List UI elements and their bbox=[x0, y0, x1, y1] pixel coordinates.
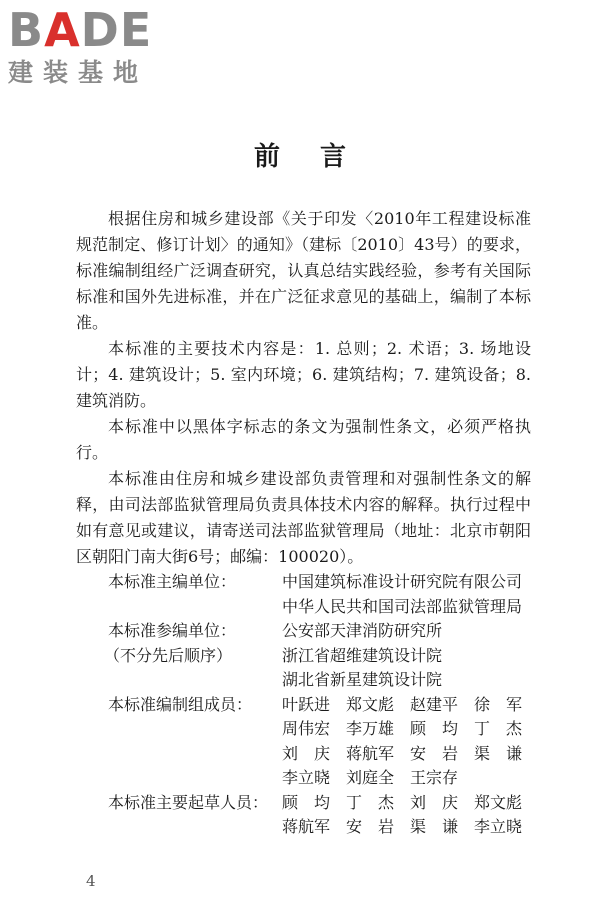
member-name: 王宗存 bbox=[410, 768, 459, 787]
drafter-name: 顾 均 bbox=[282, 792, 331, 812]
participating-order-note: （不分先后顺序） bbox=[104, 645, 233, 665]
member-name: 周伟宏 bbox=[282, 719, 331, 738]
logo-wordmark: BADE bbox=[8, 3, 153, 57]
preface-paragraph: 本标准由住房和城乡建设部负责管理和对强制性条文的解释，由司法部监狱管理局负责具体技术内容的解释。执行过程中如有意见或建议，请寄送司法部监狱管理局（地址：北京市朝阳区朝阳门南大街6号；邮编：100020）。 bbox=[76, 469, 531, 566]
preface-paragraph: 本标准中以黑体字标志的条文为强制性条文，必须严格执行。 bbox=[76, 417, 531, 462]
page-title: 前言 bbox=[253, 142, 386, 172]
member-name: 蒋航军 bbox=[346, 743, 395, 763]
drafter-name: 蒋航军 bbox=[282, 817, 331, 836]
preface-paragraph: 本标准的主要技术内容是：1. 总则；2. 术语；3. 场地设计；4. 建筑设计；5. 室内环境；6. 建筑结构；7. 建筑设备；8. 建筑消防。 bbox=[76, 339, 531, 410]
chief-editor-unit: 中国建筑标准设计研究院有限公司 bbox=[282, 572, 523, 591]
participating-row bbox=[76, 644, 546, 669]
chief-editor-label: 本标准主编单位： bbox=[108, 572, 237, 591]
participating-row bbox=[76, 668, 546, 693]
participating-label: 本标准参编单位： bbox=[108, 621, 237, 640]
drafters-row bbox=[76, 815, 546, 840]
drafter-name: 丁 杰 bbox=[346, 792, 395, 812]
member-name: 李万雄 bbox=[346, 719, 395, 738]
member-name: 渠 谦 bbox=[474, 743, 523, 763]
chief-editor-row bbox=[76, 595, 546, 620]
members-row bbox=[76, 742, 546, 767]
participating-unit: 浙江省超维建筑设计院 bbox=[282, 645, 443, 665]
preface-body bbox=[76, 206, 531, 570]
preface-paragraph: 根据住房和城乡建设部《关于印发〈2010年工程建设标准规范制定、修订计划〉的通知》（建标〔2010〕43号）的要求，标准编制组经广泛调查研究，认真总结实践经验，参考有关国际标准和国外先进标准，并在广泛征求意见的基础上，编制了本标准。 bbox=[76, 209, 531, 332]
drafter-name: 刘 庆 bbox=[410, 792, 459, 812]
members-label: 本标准编制组成员： bbox=[108, 694, 253, 714]
member-name: 安 岩 bbox=[410, 743, 459, 763]
page-number: 4 bbox=[86, 872, 96, 890]
participating-unit: 湖北省新星建筑设计院 bbox=[282, 670, 443, 689]
members-row bbox=[76, 693, 546, 718]
members-row bbox=[76, 766, 546, 791]
drafter-name: 安 岩 bbox=[346, 817, 395, 836]
drafter-name: 渠 谦 bbox=[410, 817, 459, 836]
drafters-row bbox=[76, 791, 546, 816]
drafters-label: 本标准主要起草人员： bbox=[108, 792, 269, 812]
drafter-name: 李立晓 bbox=[474, 817, 523, 836]
drafter-name: 郑文彪 bbox=[474, 792, 523, 812]
credits-section bbox=[76, 570, 546, 840]
participating-row bbox=[76, 619, 546, 644]
chief-editor-row bbox=[76, 570, 546, 595]
member-name: 赵建平 bbox=[410, 694, 459, 714]
brand-logo bbox=[8, 4, 178, 88]
member-name: 徐 军 bbox=[474, 694, 523, 714]
member-name: 刘庭全 bbox=[346, 768, 395, 787]
member-name: 丁 杰 bbox=[474, 719, 523, 738]
logo-subtitle: 建装基地 bbox=[8, 58, 149, 87]
member-name: 顾 均 bbox=[410, 719, 459, 738]
member-name: 刘 庆 bbox=[282, 743, 331, 763]
member-name: 李立晓 bbox=[282, 768, 331, 787]
member-name: 郑文彪 bbox=[346, 694, 395, 714]
participating-unit: 公安部天津消防研究所 bbox=[282, 621, 443, 640]
member-name: 叶跃进 bbox=[282, 694, 331, 714]
chief-editor-unit: 中华人民共和国司法部监狱管理局 bbox=[282, 596, 523, 616]
members-row bbox=[76, 717, 546, 742]
